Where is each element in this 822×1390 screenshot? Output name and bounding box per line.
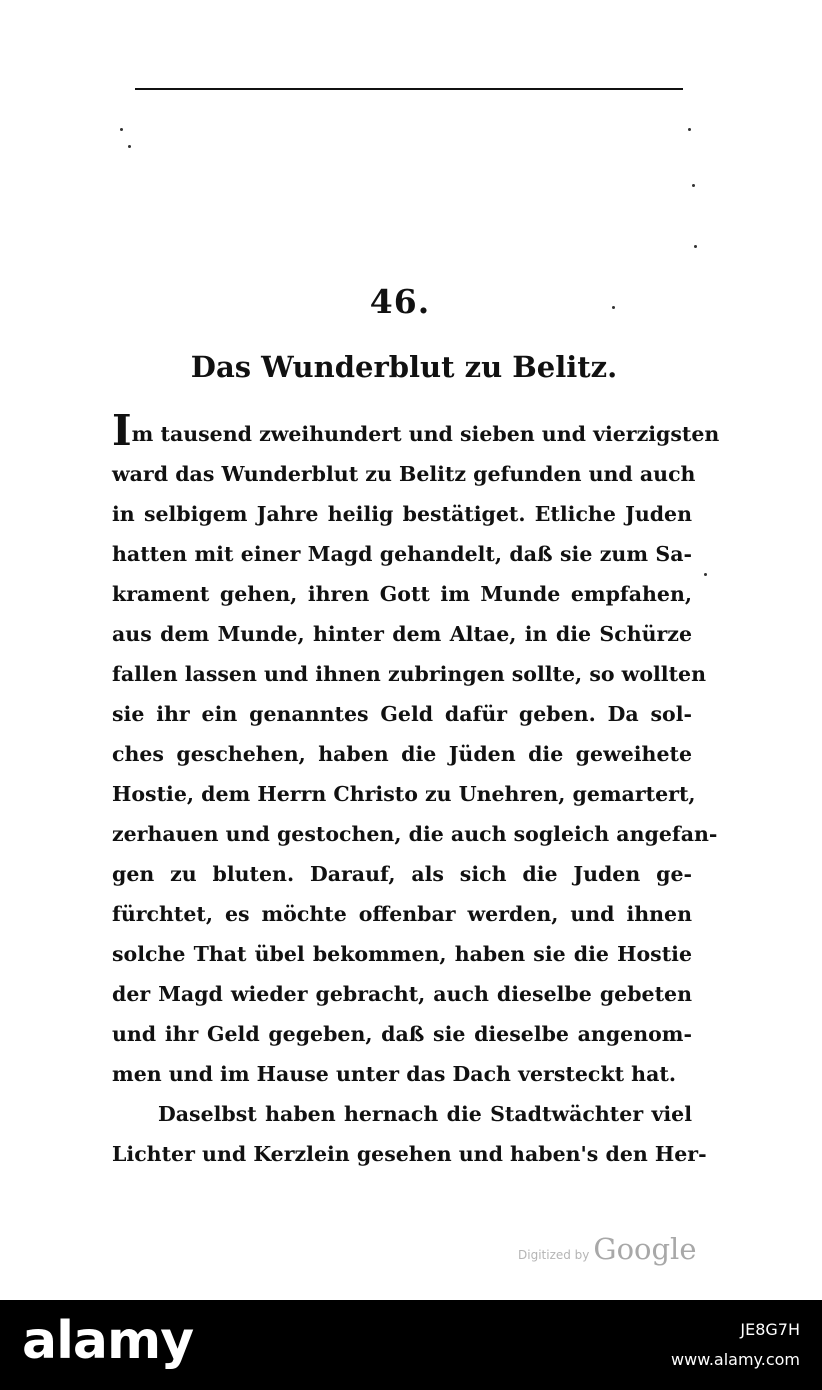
text-line: Im tausend zweihundert und sieben und vierzigsten <box>112 406 720 455</box>
print-speck <box>694 245 697 248</box>
text-line: fürchtet, es möchte offenbar werden, und ihnen <box>112 902 692 926</box>
print-speck <box>688 128 691 131</box>
text-line: Lichter und Kerzlein gesehen und haben's den Her- <box>112 1142 707 1166</box>
image-id: JE8G7H <box>740 1320 800 1339</box>
alamy-logo: alamy <box>22 1311 194 1371</box>
text-line: solche That übel bekommen, haben sie die Hostie <box>112 942 692 966</box>
print-speck <box>128 145 131 148</box>
text-line: sie ihr ein genanntes Geld dafür geben. Da sol- <box>112 702 692 726</box>
text-line: gen zu bluten. Darauf, als sich die Juden ge- <box>112 862 692 886</box>
text-line: ward das Wunderblut zu Belitz gefunden und auch <box>112 462 696 486</box>
page-number: 46. <box>369 282 431 321</box>
body-text <box>112 406 720 1174</box>
text-line: der Magd wieder gebracht, auch dieselbe gebeten <box>112 982 692 1006</box>
text-line: krament gehen, ihren Gott im Munde empfahen, <box>112 582 692 606</box>
text-line: men und im Hause unter das Dach versteckt hat. <box>112 1062 676 1086</box>
text-line: aus dem Munde, hinter dem Altae, in die Schürze <box>112 622 692 646</box>
text-line: hatten mit einer Magd gehandelt, daß sie zum Sa- <box>112 542 692 566</box>
text-line: und ihr Geld gegeben, daß sie dieselbe angenom- <box>112 1022 692 1046</box>
text-line: fallen lassen und ihnen zubringen sollte, so wollten <box>112 662 706 686</box>
digitized-prefix: Digitized by <box>518 1248 590 1262</box>
text-line: Hostie, dem Herrn Christo zu Unehren, gemartert, <box>112 782 696 806</box>
drop-cap: I <box>112 406 132 455</box>
print-speck <box>692 184 695 187</box>
site-url[interactable]: www.alamy.com <box>671 1350 800 1369</box>
digitized-watermark <box>518 1232 697 1266</box>
print-speck <box>704 573 707 576</box>
text-line: zerhauen und gestochen, die auch sogleich angefan- <box>112 822 718 846</box>
top-rule <box>135 88 683 90</box>
text-line: Daselbst haben hernach die Stadtwächter viel <box>158 1102 692 1126</box>
print-speck <box>120 128 123 131</box>
google-logo: Google <box>593 1232 697 1266</box>
text-line: in selbigem Jahre heilig bestätiget. Etliche Juden <box>112 502 692 526</box>
stock-footer-bar <box>0 1300 822 1390</box>
text-line: ches geschehen, haben die Jüden die geweihete <box>112 742 692 766</box>
chapter-title: Das Wunderblut zu Belitz. <box>190 350 618 384</box>
